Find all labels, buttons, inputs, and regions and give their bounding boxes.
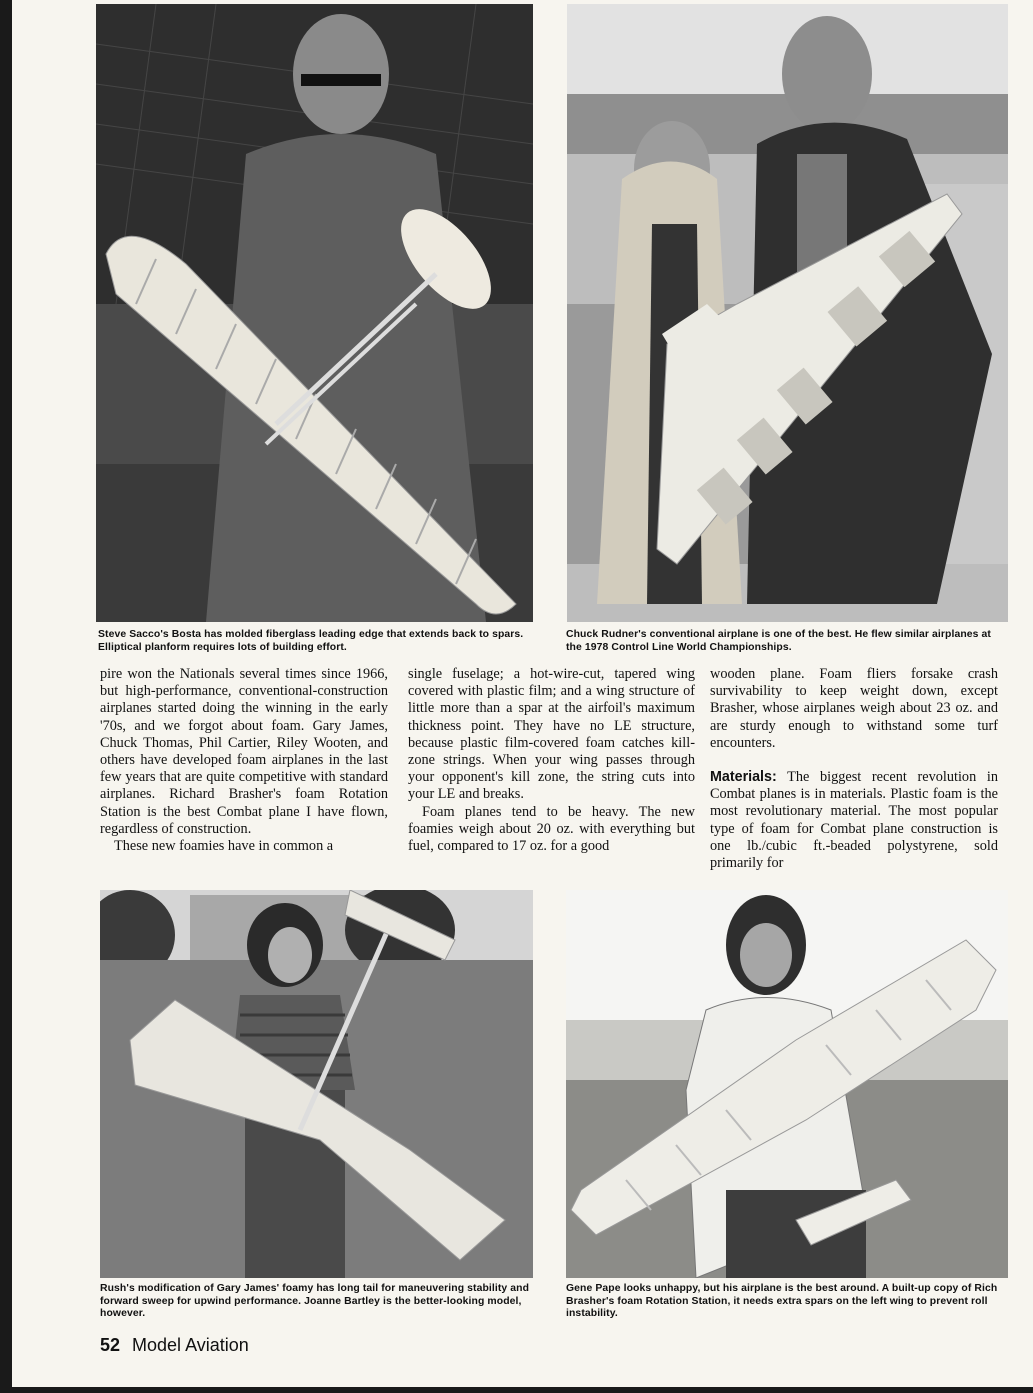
photo-caption-steve-sacco: Steve Sacco's Bosta has molded fiberglass leading edge that extends back to spars. Elliptical planform requires lots of building effort.: [98, 629, 524, 653]
photo-gene-pape: [566, 890, 1008, 1278]
section-lead-in: Materials:: [710, 769, 777, 786]
article-paragraph: Foam planes tend to be heavy. The new foamies weigh about 20 oz. with everything but fuel, compared to 17 oz. for a good: [408, 803, 695, 855]
article-column-3: [710, 666, 998, 872]
photo-caption-joanne-bartley: Rush's modification of Gary James' foamy has long tail for maneuvering stability and forward sweep for upwind performance. Joanne Bartley is the better-looking model, however.: [100, 1283, 530, 1319]
article-paragraph: pire won the Nationals several times since 1966, but high-performance, conventional-construction airplanes started doing the winning in the early '70s, and we forgot about foam. Gary James, Chuck Thomas, Phil Cartier, Riley Wooten, and others have developed foam airplanes in the last few years that are quite competitive with standard airplanes. Richard Brasher's foam Rotation Station is the best Combat plane I have flown, regardless of construction.: [100, 666, 388, 837]
page-folio: [100, 1335, 249, 1356]
photo-caption-chuck-rudner: Chuck Rudner's conventional airplane is one of the best. He flew similar airplanes at the 1978 Control Line World Championships.: [566, 629, 991, 653]
magazine-name: Model Aviation: [132, 1335, 249, 1355]
page-number: 52: [100, 1335, 121, 1355]
article-paragraph: wooden plane. Foam fliers forsake crash survivability to keep weight down, except Brasher, whose airplanes weigh about 23 oz. and are sturdy enough to withstand some turf encounters.: [710, 666, 998, 751]
photo-joanne-bartley: [100, 890, 533, 1278]
article-paragraph-materials: [710, 769, 998, 872]
photo-caption-gene-pape: Gene Pape looks unhappy, but his airplane is the best around. A built-up copy of Rich Brasher's foam Rotation Station, it needs extra spars on the left wing to prevent roll instability.: [566, 1283, 998, 1319]
photo-steve-sacco: [96, 4, 533, 622]
article-column-1: [100, 666, 388, 855]
article-column-2: [408, 666, 695, 855]
article-paragraph: These new foamies have in common a: [114, 838, 334, 855]
article-paragraph: single fuselage; a hot-wire-cut, tapered wing covered with plastic film; and a wing structure of little more than a spar at the airfoil's maximum thickness point. They have no LE structure, because plastic film-covered foam catches kill-zone strings. When your wing passes through your opponent's kill zone, the string cuts into your LE and breaks.: [408, 666, 695, 803]
photo-chuck-rudner: [567, 4, 1008, 622]
article-paragraph-text: The biggest recent revolution in Combat planes is in materials. Plastic foam is the most revolutionary material. The most popular type of foam for Combat plane construction is one lb./cubic ft.-beaded polystyrene, sold primarily for: [710, 769, 998, 872]
